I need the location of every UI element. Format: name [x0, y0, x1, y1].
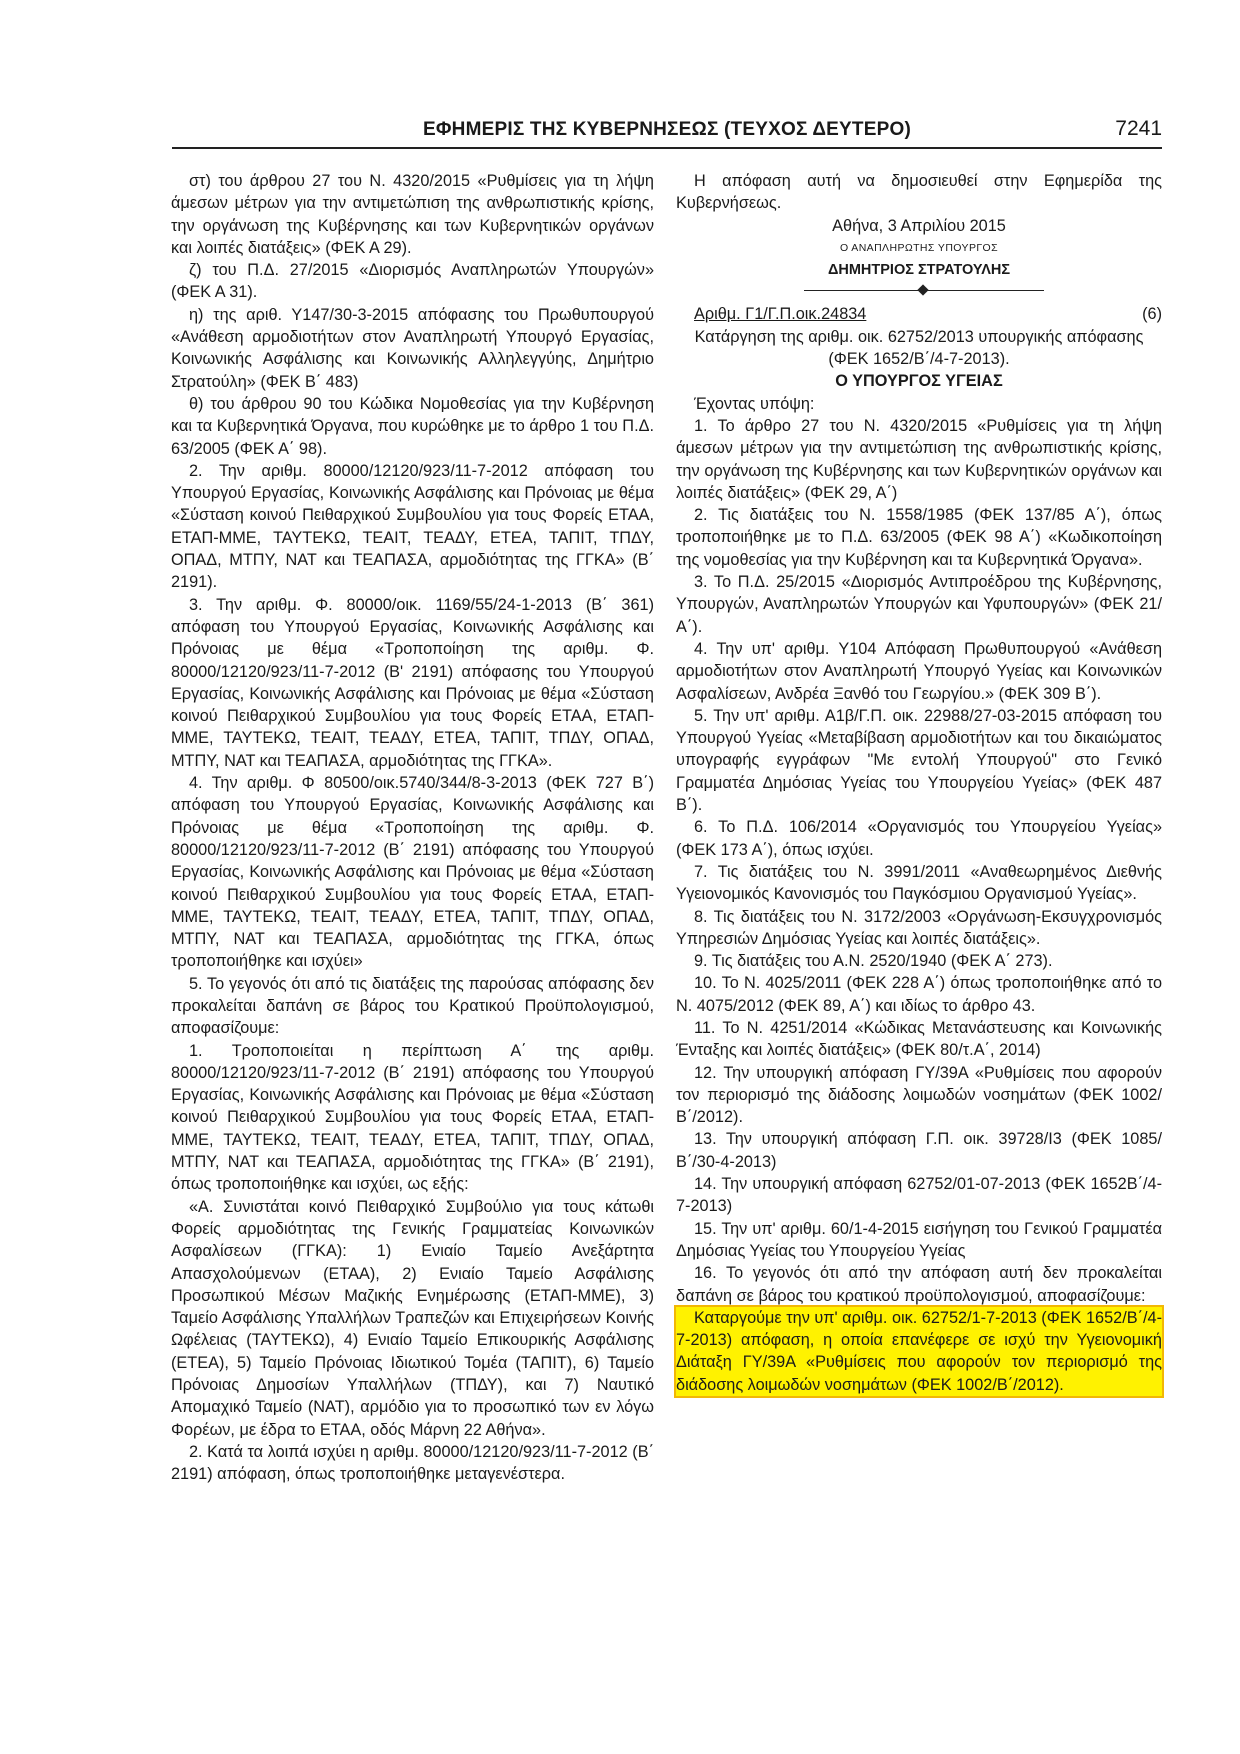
paragraph: 2. Κατά τα λοιπά ισχύει η αριθμ. 80000/12120/923/11-7-2012 (Β΄ 2191) απόφαση, όπως τροποποιήθηκε μεταγενέστερα.: [171, 1442, 654, 1484]
considering-item: 13. Την υπουργική απόφαση Γ.Π. οικ. 39728/Ι3 (ΦΕΚ 1085/Β΄/30-4-2013): [676, 1130, 1162, 1171]
highlighted-decision: Καταργούμε την υπ' αριθμ. οικ. 62752/1-7-2013 (ΦΕΚ 1652/Β΄/4-7-2013) απόφαση, η οποία επανέφερε σε ισχύ την Υγειονομική Διάταξη ΓΥ/39Α «Ρυθμίσεις που αφορούν τον περιορισμό της διάδοσης λοιμωδών νοσημάτων (ΦΕΚ 1002/Β΄/2012).: [676, 1307, 1162, 1396]
signer-title: Ο ΑΝΑΠΛΗΡΩΤΗΣ ΥΠΟΥΡΓΟΣ: [839, 241, 998, 254]
page-header: [172, 117, 1162, 149]
considering-item: 16. Το γεγονός ότι από την απόφαση αυτή δεν προκαλείται δαπάνη σε βάρος του κρατικού προϋπολογισμού, αποφασίζουμε:: [676, 1264, 1162, 1305]
place-date: Αθήνα, 3 Απριλίου 2015: [832, 216, 1006, 235]
publish-clause: Η απόφαση αυτή να δημοσιευθεί στην Εφημερίδα της Κυβερνήσεως.: [676, 172, 1162, 213]
considering-item: 6. Το Π.Δ. 106/2014 «Οργανισμός του Υπουργείου Υγείας» (ΦΕΚ 173 Α΄), όπως ισχύει.: [676, 818, 1162, 859]
page-number: 7241: [1115, 117, 1162, 140]
considering-item: 1. Το άρθρο 27 του Ν. 4320/2015 «Ρυθμίσεις για τη λήψη άμεσων μέτρων για την αντιμετώπιση της ανθρωπιστικής κρίσης, την οργάνωση της Κυβέρνησης και των Κυβερνητικών οργάνων και λοιπές διατάξεις» (ΦΕΚ 29, Α΄): [676, 416, 1162, 502]
decision-header: [676, 303, 1162, 325]
considering-item: 4. Την υπ' αριθμ. Υ104 Απόφαση Πρωθυπουργού «Ανάθεση αρμοδιοτήτων στον Αναπληρωτή Υπουργό Υγείας και Κοινωνικών Ασφαλίσεων, Ανδρέα Ξανθό του Γεωργίου.» (ΦΕΚ 309 Β΄).: [676, 639, 1162, 703]
paragraph: θ) του άρθρου 90 του Κώδικα Νομοθεσίας για την Κυβέρνηση και τα Κυβερνητικά Όργανα, που κυρώθηκε με το άρθρο 1 του Π.Δ. 63/2005 (ΦΕΚ Α΄ 98).: [171, 394, 654, 458]
decision-reference: Αριθμ. Γ1/Γ.Π.οικ.24834: [694, 305, 867, 324]
paragraph: 1. Τροποποιείται η περίπτωση Α΄ της αριθμ. 80000/12120/923/11-7-2012 (Β΄ 2191) απόφασης του Υπουργού Εργασίας, Κοινωνικής Ασφάλισης και Πρόνοιας με θέμα «Σύσταση κοινού Πειθαρχικού Συμβουλίου για τους Φορείς ΕΤΑΑ, ΕΤΑΠ-ΜΜΕ, ΤΑΥΤΕΚΩ, ΤΕΑΙΤ, ΤΕΑΔΥ, ΕΤΕΑ, ΤΑΠΙΤ, ΤΠΔΥ, ΟΠΑΔ, ΜΤΠΥ, ΝΑΤ και ΤΕΑΠΑΣΑ, αρμοδιότητας της ΓΓΚΑ» (Β΄ 2191), όπως τροποποιήθηκε και ισχύει, ως εξής:: [171, 1041, 654, 1194]
considering-item: 15. Την υπ' αριθμ. 60/1-4-2015 εισήγηση του Γενικού Γραμματέα Δημόσιας Υγείας του Υπουργείου Υγείας: [676, 1219, 1162, 1260]
considering-label: Έχοντας υπόψη:: [694, 394, 815, 413]
considering-item: 10. Το Ν. 4025/2011 (ΦΕΚ 228 Α΄) όπως τροποποιήθηκε από το Ν. 4075/2012 (ΦΕΚ 89, Α΄) και ιδίως το άρθρο 43.: [676, 974, 1162, 1015]
considering-item: 12. Την υπουργική απόφαση ΓΥ/39Α «Ρυθμίσεις που αφορούν τον περιορισμό της διάδοσης λοιμωδών νοσημάτων (ΦΕΚ 1002/Β΄/2012).: [676, 1063, 1162, 1127]
paragraph: 5. Το γεγονός ότι από τις διατάξεις της παρούσας απόφασης δεν προκαλείται δαπάνη σε βάρος του Κρατικού Προϋπολογισμού, αποφασίζουμε:: [171, 974, 654, 1038]
left-column: [171, 170, 654, 1486]
decision-title: Κατάργηση της αριθμ. οικ. 62752/2013 υπουργικής απόφασης (ΦΕΚ 1652/Β΄/4-7-2013).: [694, 327, 1144, 369]
paragraph: στ) του άρθρου 27 του Ν. 4320/2015 «Ρυθμίσεις για τη λήψη άμεσων μέτρων για την αντιμετώπιση της ανθρωπιστικής κρίσης, την οργάνωση της Κυβέρνησης και των Κυβερνητικών οργάνων και λοιπές διατάξεις» (ΦΕΚ Α 29).: [171, 172, 654, 257]
gazette-title: ΕΦΗΜΕΡΙΣ ΤΗΣ ΚΥΒΕΡΝΗΣΕΩΣ (ΤΕΥΧΟΣ ΔΕΥΤΕΡΟ): [423, 119, 911, 140]
considering-item: 11. Το Ν. 4251/2014 «Κώδικας Μετανάστευσης και Κοινωνικής Ένταξης και λοιπές διατάξεις» (ΦΕΚ 80/τ.Α΄, 2014): [676, 1018, 1162, 1060]
considering-item: 2. Τις διατάξεις του Ν. 1558/1985 (ΦΕΚ 137/85 Α΄), όπως τροποποιήθηκε με το Π.Δ. 63/2005 (ΦΕΚ 98 Α΄) «Κωδικοποίηση της νομοθεσίας για την Κυβέρνηση και τα Κυβερνητικά Όργανα».: [676, 506, 1162, 569]
considering-item: 8. Τις διατάξεις του Ν. 3172/2003 «Οργάνωση-Εκσυγχρονισμός Υπηρεσιών Δημόσιας Υγείας και λοιπές διατάξεις».: [676, 907, 1162, 948]
paragraph: 4. Την αριθμ. Φ 80500/οικ.5740/344/8-3-2013 (ΦΕΚ 727 Β΄) απόφαση του Υπουργού Εργασίας, Κοινωνικής Ασφάλισης και Πρόνοιας με θέμα «Τροποποίηση της αριθμ. Φ. 80000/12120/923/11-7-2012 (Β΄ 2191) απόφασης του Υπουργού Εργασίας, Κοινωνικής Ασφάλισης και Πρόνοιας με θέμα «Σύσταση κοινού Πειθαρχικού Συμβουλίου για τους Φορείς ΕΤΑΑ, ΕΤΑΠ-ΜΜΕ, ΤΑΥΤΕΚΩ, ΤΕΑΙΤ, ΤΕΑΔΥ, ΕΤΕΑ, ΤΑΠΙΤ, ΤΠΔΥ, ΟΠΑΔ, ΜΤΠΥ, ΝΑΤ και ΤΕΑΠΑΣΑ, αρμοδιότητας της ΓΓΚΑ, όπως τροποποιήθηκε και ισχύει»: [171, 774, 654, 971]
considering-item: 7. Τις διατάξεις του Ν. 3991/2011 «Αναθεωρημένος Διεθνής Υγειονομικός Κανονισμός του Παγκόσμιου Οργανισμού Υγείας».: [676, 862, 1162, 904]
considering-item: 14. Την υπουργική απόφαση 62752/01-07-2013 (ΦΕΚ 1652Β΄/4-7-2013): [676, 1175, 1162, 1216]
right-column: [676, 170, 1162, 1396]
considering-item: 3. Το Π.Δ. 25/2015 «Διορισμός Αντιπροέδρου της Κυβέρνησης, Υπουργών, Αναπληρωτών Υπουργών και Υφυπουργών» (ΦΕΚ 21/Α΄).: [676, 573, 1162, 636]
paragraph: «Α. Συνιστάται κοινό Πειθαρχικό Συμβούλιο για τους κάτωθι Φορείς αρμοδιότητας της Γενικής Γραμματείας Κοινωνικών Ασφαλίσεων (ΓΓΚΑ): 1) Ενιαίο Ταμείο Ανεξάρτητα Απασχολούμενων (ΕΤΑΑ), 2) Ενιαίο Ταμείο Ασφάλισης Προσωπικού Μέσων Μαζικής Ενημέρωσης (ΕΤΑΠ-ΜΜΕ), 3) Ταμείο Ασφάλισης Υπαλλήλων Τραπεζών και Επιχειρήσεων Κοινής Ωφέλειας (ΤΑΥΤΕΚΩ), 4) Ενιαίο Ταμείο Επικουρικής Ασφάλισης (ΕΤΕΑ), 5) Ταμείο Πρόνοιας Ιδιωτικού Τομέα (ΤΑΠΙΤ), 6) Ταμείο Πρόνοιας Δημοσίων Υπαλλήλων (ΤΠΔΥ), και 7) Ναυτικό Απομαχικό Ταμείο (ΝΑΤ), αρμόδιο για το προσωπικό των εν λόγω Φορέων, με έδρα το ΕΤΑΑ, οδός Μάρνη 22 Αθήνα».: [171, 1197, 654, 1439]
diamond-icon: [917, 285, 928, 296]
paragraph: η) της αριθ. Υ147/30-3-2015 απόφασης του Πρωθυπουργού «Ανάθεση αρμοδιοτήτων στον Αναπληρωτή Υπουργό Εργασίας, Κοινωνικής Ασφάλισης και Κοινωνικής Αλληλεγγύης, Δημήτριο Στρατούλη» (ΦΕΚ Β΄ 483): [171, 305, 654, 391]
paragraph: 3. Την αριθμ. Φ. 80000/οικ. 1169/55/24-1-2013 (Β΄ 361) απόφαση του Υπουργού Εργασίας, Κοινωνικής Ασφάλισης και Πρόνοιας με θέμα «Τροποποίηση της αριθμ. Φ. 80000/12120/923/11-7-2012 (Β' 2191) απόφασης του Υπουργού Εργασίας, Κοινωνικής Ασφάλισης και Πρόνοιας με θέμα «Σύσταση κοινού Πειθαρχικού Συμβουλίου για τους Φορείς ΕΤΑΑ, ΕΤΑΠ-ΜΜΕ, ΤΑΥΤΕΚΩ, ΤΕΑΙΤ, ΤΕΑΔΥ, ΕΤΕΑ, ΤΑΠΙΤ, ΤΠΔΥ, ΟΠΑΔ, ΜΤΠΥ, ΝΑΤ και ΤΕΑΠΑΣΑ, αρμοδιότητας της ΓΓΚΑ».: [171, 595, 654, 770]
section-divider: [676, 283, 1162, 297]
issuing-authority: Ο ΥΠΟΥΡΓΟΣ ΥΓΕΙΑΣ: [835, 372, 1003, 391]
paragraph: ζ) του Π.Δ. 27/2015 «Διορισμός Αναπληρωτών Υπουργών» (ΦΕΚ Α 31).: [171, 261, 654, 302]
paragraph: 2. Την αριθμ. 80000/12120/923/11-7-2012 απόφαση του Υπουργού Εργασίας, Κοινωνικής Ασφάλισης και Πρόνοιας με θέμα «Σύσταση κοινού Πειθαρχικού Συμβουλίου για τους Φορείς ΕΤΑΑ, ΕΤΑΠ-ΜΜΕ, ΤΑΥΤΕΚΩ, ΤΕΑΙΤ, ΤΕΑΔΥ, ΕΤΕΑ, ΤΑΠΙΤ, ΤΠΔΥ, ΟΠΑΔ, ΜΤΠΥ, ΝΑΤ και ΤΕΑΠΑΣΑ, αρμοδιότητας της ΓΓΚΑ» (Β΄ 2191).: [171, 461, 654, 592]
signer-name: ΔΗΜΗΤΡΙΟΣ ΣΤΡΑΤΟΥΛΗΣ: [827, 262, 1011, 279]
considering-item: 9. Τις διατάξεις του Α.Ν. 2520/1940 (ΦΕΚ Α΄ 273).: [694, 952, 1053, 971]
decision-number: (6): [1142, 305, 1162, 324]
considering-item: 5. Την υπ' αριθμ. Α1β/Γ.Π. οικ. 22988/27-03-2015 απόφαση του Υπουργού Υγείας «Μεταβίβαση αρμοδιοτήτων και του δικαιώματος υπογραφής εγγράφων "Με εντολή Υπουργού" στο Γενικό Γραμματέα Δημόσιας Υγείας του Υπουργείου Υγείας» (ΦΕΚ 487 Β΄).: [676, 706, 1162, 815]
